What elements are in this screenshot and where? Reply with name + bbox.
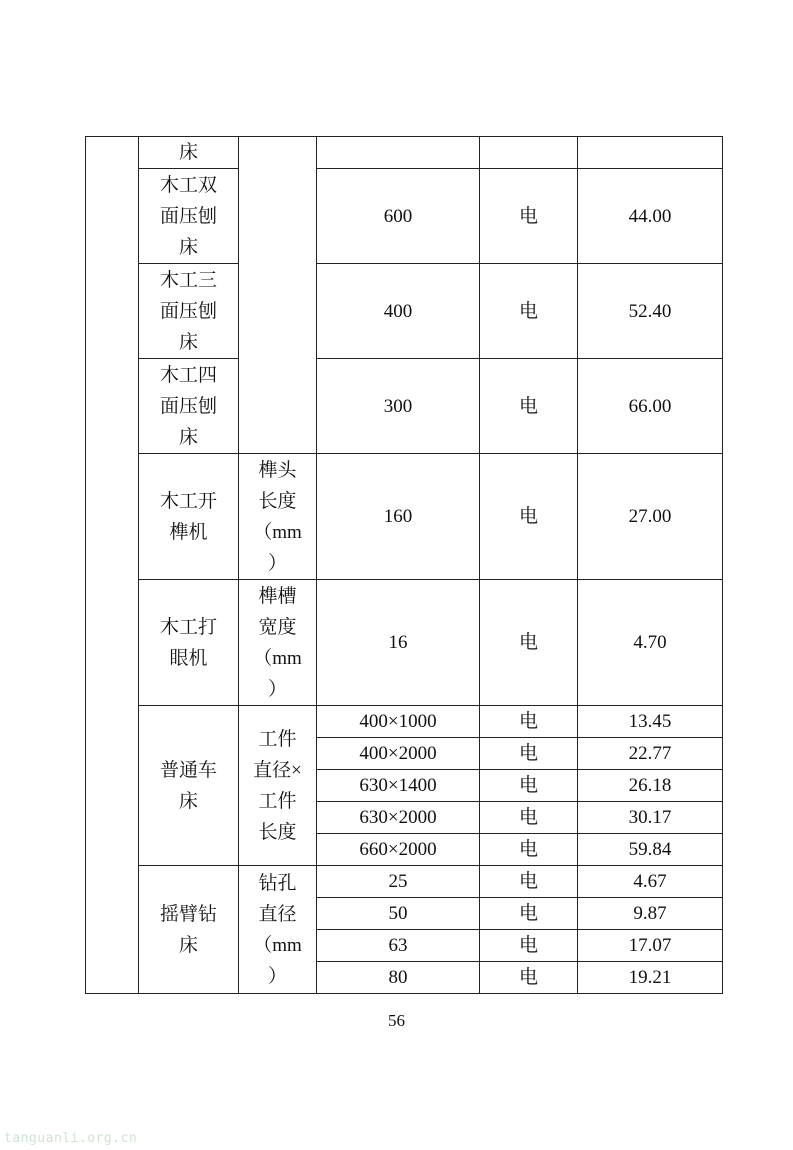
machine-name-cell: 普通车 床 (139, 706, 239, 866)
table-row (86, 454, 723, 580)
spec-cell: 630×1400 (317, 770, 480, 802)
spec-cell: 600 (317, 169, 480, 264)
spec-cell: 16 (317, 580, 480, 706)
param-cell (239, 137, 317, 454)
price-cell: 44.00 (578, 169, 723, 264)
param-cell: 工件 直径× 工件 长度 (239, 706, 317, 866)
spec-cell (317, 137, 480, 169)
machine-name-cell: 木工四 面压刨 床 (139, 359, 239, 454)
machine-name-cell: 摇臂钻 床 (139, 866, 239, 994)
price-cell: 27.00 (578, 454, 723, 580)
power-cell: 电 (480, 834, 578, 866)
price-cell: 66.00 (578, 359, 723, 454)
spec-cell: 400×1000 (317, 706, 480, 738)
price-cell: 52.40 (578, 264, 723, 359)
power-cell: 电 (480, 930, 578, 962)
table-row (86, 264, 723, 359)
power-cell: 电 (480, 738, 578, 770)
price-cell: 13.45 (578, 706, 723, 738)
price-cell: 30.17 (578, 802, 723, 834)
spec-cell: 400×2000 (317, 738, 480, 770)
price-cell: 4.70 (578, 580, 723, 706)
power-cell: 电 (480, 898, 578, 930)
table-row (86, 706, 723, 738)
spec-cell: 160 (317, 454, 480, 580)
price-cell: 9.87 (578, 898, 723, 930)
price-cell (578, 137, 723, 169)
price-cell: 26.18 (578, 770, 723, 802)
power-cell: 电 (480, 454, 578, 580)
category-column-cell (86, 137, 139, 994)
machine-name-cell: 木工打 眼机 (139, 580, 239, 706)
table-row (86, 359, 723, 454)
power-cell: 电 (480, 359, 578, 454)
param-cell: 榫头 长度 （mm ） (239, 454, 317, 580)
spec-cell: 400 (317, 264, 480, 359)
spec-cell: 630×2000 (317, 802, 480, 834)
power-cell: 电 (480, 866, 578, 898)
power-cell: 电 (480, 802, 578, 834)
equipment-spec-table (85, 136, 723, 994)
spec-cell: 660×2000 (317, 834, 480, 866)
table-row (86, 580, 723, 706)
power-cell: 电 (480, 962, 578, 994)
price-cell: 17.07 (578, 930, 723, 962)
table-row (86, 866, 723, 898)
power-cell: 电 (480, 706, 578, 738)
watermark-text: tanguanli.org.cn (4, 1131, 138, 1146)
power-cell: 电 (480, 770, 578, 802)
machine-name-cell: 床 (139, 137, 239, 169)
machine-name-cell: 木工双 面压刨 床 (139, 169, 239, 264)
param-cell: 钻孔 直径 （mm ） (239, 866, 317, 994)
power-cell: 电 (480, 169, 578, 264)
power-cell (480, 137, 578, 169)
machine-name-cell: 木工开 榫机 (139, 454, 239, 580)
machine-name-cell: 木工三 面压刨 床 (139, 264, 239, 359)
spec-cell: 50 (317, 898, 480, 930)
price-cell: 19.21 (578, 962, 723, 994)
price-cell: 59.84 (578, 834, 723, 866)
power-cell: 电 (480, 580, 578, 706)
spec-cell: 25 (317, 866, 480, 898)
spec-cell: 300 (317, 359, 480, 454)
spec-cell: 80 (317, 962, 480, 994)
power-cell: 电 (480, 264, 578, 359)
spec-cell: 63 (317, 930, 480, 962)
price-cell: 22.77 (578, 738, 723, 770)
table-row (86, 137, 723, 169)
page-number: 56 (388, 1011, 405, 1030)
param-cell: 榫槽 宽度 （mm ） (239, 580, 317, 706)
table-row (86, 169, 723, 264)
price-cell: 4.67 (578, 866, 723, 898)
